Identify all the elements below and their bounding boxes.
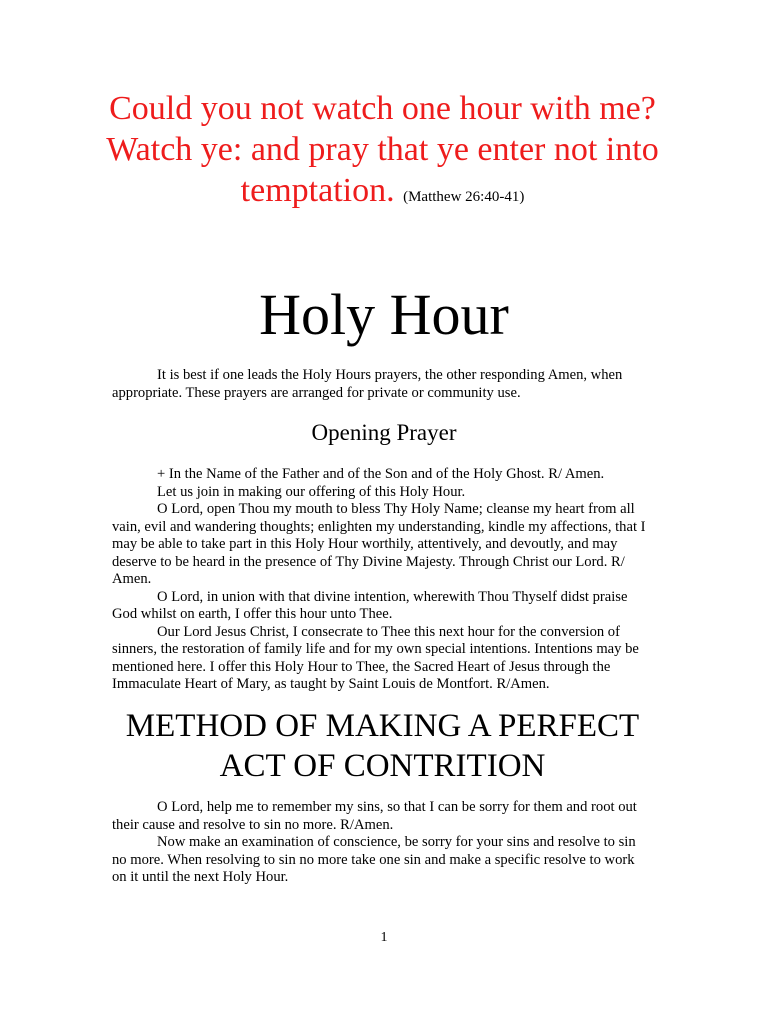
- opening-prayer-section: [112, 466, 652, 694]
- contrition-paragraph: Now make an examination of conscience, be sorry for your sins and resolve to sin no more. When resolving to sin no more take one sin and make a specific resolve to work on it until the next Holy Hour.: [112, 834, 636, 885]
- contrition-heading: METHOD OF MAKING A PERFECT ACT OF CONTRITION: [125, 708, 640, 784]
- epigraph-quote: Could you not watch one hour with me? Watch ye: and pray that ye enter not into temptation.: [106, 90, 659, 209]
- contrition-paragraph: O Lord, help me to remember my sins, so that I can be sorry for them and root out their cause and resolve to sin no more. R/Amen.: [112, 799, 637, 833]
- epigraph: [100, 88, 665, 218]
- prayer-paragraph: Our Lord Jesus Christ, I consecrate to Thee this next hour for the conversion of sinners, the restoration of family life and for my own special intentions. Intentions may be mentioned here. I offer this Holy Hour to Thee, the Sacred Heart of Jesus through the Immaculate Heart of Mary, as taught by Saint Louis de Montfort. R/Amen.: [112, 623, 639, 692]
- contrition-section: [112, 799, 652, 887]
- page-number: 1: [380, 930, 388, 945]
- prayer-paragraph: O Lord, open Thou my mouth to bless Thy Holy Name; cleanse my heart from all vain, evil and wandering thoughts; enlighten my understanding, kindle my affections, that I may be able to take part in this Holy Hour worthily, attentively, and devoutly, and may deserve to be heard in the presence of Thy Divine Majesty. Through Christ our Lord. R/ Amen.: [112, 501, 646, 587]
- prayer-paragraph: O Lord, in union with that divine intention, wherewith Thou Thyself didst praise God whilst on earth, I offer this hour unto Thee.: [112, 588, 628, 622]
- prayer-paragraph: Let us join in making our offering of this Holy Hour.: [157, 483, 466, 500]
- prayer-paragraph: + In the Name of the Father and of the Son and of the Holy Ghost. R/ Amen.: [157, 466, 605, 482]
- page-title: Holy Hour: [259, 282, 509, 347]
- epigraph-citation: (Matthew 26:40-41): [403, 189, 525, 205]
- opening-prayer-heading: Opening Prayer: [311, 420, 457, 445]
- intro-paragraph: It is best if one leads the Holy Hours prayers, the other responding Amen, when appropriate. These prayers are arranged for private or community use.: [112, 367, 623, 401]
- intro-section: [112, 367, 652, 402]
